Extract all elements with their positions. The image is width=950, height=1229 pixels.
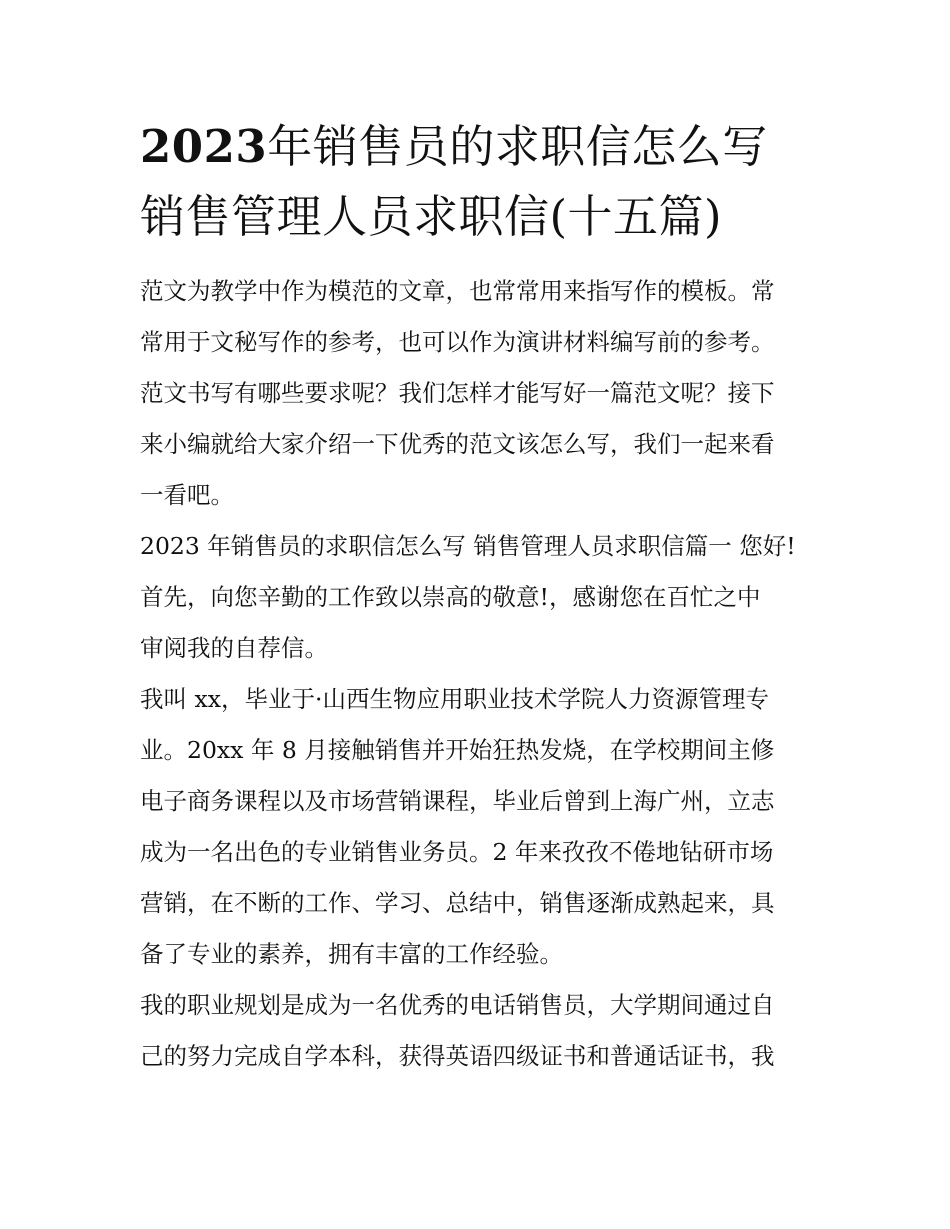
title-year: 2023 bbox=[140, 120, 268, 173]
paragraph-line: 业。20xx 年 8 月接触销售并开始狂热发烧，在学校期间主修 bbox=[140, 736, 775, 764]
document-title bbox=[140, 112, 812, 252]
paragraph-line: 审阅我的自荐信。 bbox=[140, 634, 328, 662]
paragraph-line: 范文书写有哪些要求呢？我们怎样才能写好一篇范文呢？接下 bbox=[140, 379, 775, 407]
paragraph-line: 来小编就给大家介绍一下优秀的范文该怎么写，我们一起来看 bbox=[140, 430, 775, 458]
title-line-1-text: 年销售员的求职信怎么写 bbox=[267, 120, 768, 173]
title-line-1 bbox=[140, 112, 812, 182]
paragraph-line: 营销，在不断的工作、学习、总结中，销售逐渐成熟起来，具 bbox=[140, 889, 775, 917]
paragraph-line: 备了专业的素养，拥有丰富的工作经验。 bbox=[140, 940, 563, 968]
paragraph-line: 己的努力完成自学本科，获得英语四级证书和普通话证书，我 bbox=[140, 1042, 775, 1070]
paragraph-career-plan bbox=[140, 980, 812, 1082]
paragraph-background bbox=[140, 674, 812, 980]
document-body bbox=[140, 112, 812, 1082]
paragraph-line: 常用于文秘写作的参考，也可以作为演讲材料编写前的参考。 bbox=[140, 328, 775, 356]
title-line-2: 销售管理人员求职信(十五篇) bbox=[140, 190, 723, 243]
paragraph-line: 电子商务课程以及市场营销课程，毕业后曾到上海广州，立志 bbox=[140, 787, 775, 815]
paragraph-intro bbox=[140, 266, 812, 521]
paragraph-line: 成为一名出色的专业销售业务员。2 年来孜孜不倦地钻研市场 bbox=[140, 838, 774, 866]
paragraph-line: 首先，向您辛勤的工作致以崇高的敬意!，感谢您在百忙之中 bbox=[140, 583, 761, 611]
paragraph-line: 我叫 xx，毕业于·山西生物应用职业技术学院人力资源管理专 bbox=[140, 685, 769, 713]
paragraph-line: 我的职业规划是成为一名优秀的电话销售员，大学期间通过自 bbox=[140, 991, 775, 1019]
paragraph-line: 范文为教学中作为模范的文章，也常常用来指写作的模板。常 bbox=[140, 277, 775, 305]
paragraph-line: 一看吧。 bbox=[140, 481, 234, 509]
paragraph-greeting bbox=[140, 521, 812, 674]
paragraph-line: 2023 年销售员的求职信怎么写 销售管理人员求职信篇一 您好! bbox=[140, 532, 796, 560]
